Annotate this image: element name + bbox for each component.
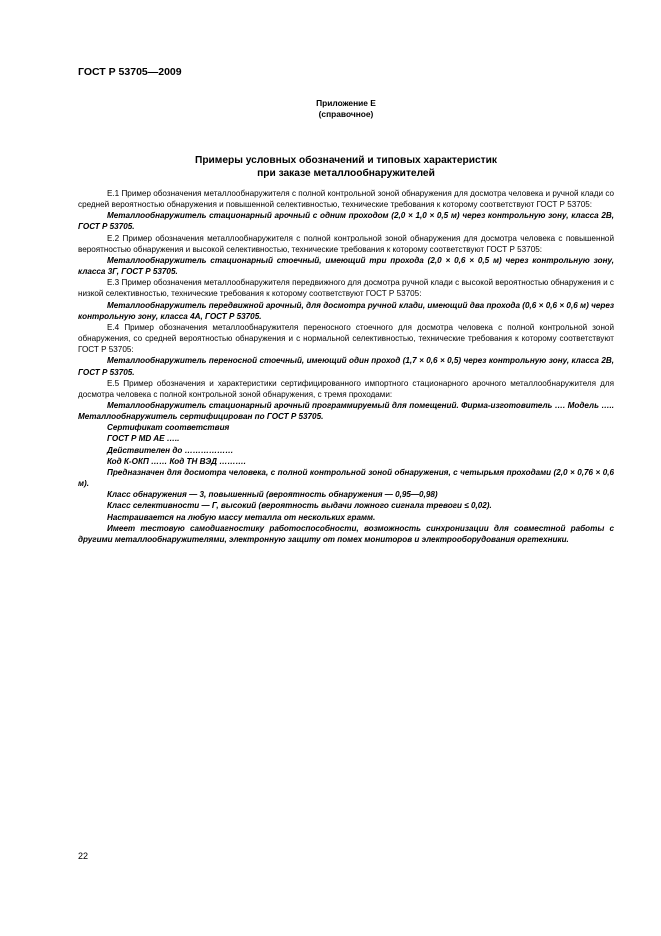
designation-example-paragraph: Металлообнаружитель стационарный стоечный, имеющий три прохода (2,0 × 0,6 × 0,5 м) через контрольную зону, класса 3Г, ГОСТ Р 53705. (78, 255, 614, 277)
designation-example-paragraph: Металлообнаружитель стационарный арочный с одним проходом (2,0 × 1,0 × 0,5 м) через контрольную зону, класса 2В, ГОСТ Р 53705. (78, 211, 614, 232)
designation-example-paragraph: ГОСТ Р MD AE ….. (107, 434, 180, 444)
designation-example-paragraph: Металлообнаружитель стационарный арочный программируемый для помещений. Фирма-изготовитель …. Модель ….. Металлообнаружитель сертифицирован по ГОСТ Р 53705. (78, 400, 614, 422)
body-paragraph: Е.2 Пример обозначения металлообнаружителя с полной контрольной зоной обнаружения для досмотра человека с повышенной вероятностью обнаружения и высокой селективностью, технические требования к которому соответствуют ГОСТ Р 53705: (78, 233, 614, 254)
appendix-label: Приложение Е (316, 98, 376, 108)
designation-example-paragraph: Класс селективности — Г, высокий (вероятность выдачи ложного сигнала тревоги ≤ 0,02). (107, 501, 492, 511)
body-paragraph: Е.5 Пример обозначения и характеристики сертифицированного импортного стационарного арочного металлообнаружителя для досмотра человека с полной контрольной зоной обнаружения, с тремя проходами: (78, 378, 614, 399)
body-paragraph: Е.4 Пример обозначения металлообнаружителя переносного стоечного для досмотра человека с полной контрольной зоной обнаружения, со средней вероятностью обнаружения и с нормальной селективностью, технические требования к которому соответствуют ГОСТ Р 53705: (78, 322, 614, 355)
designation-example-paragraph: Класс обнаружения — 3, повышенный (вероятность обнаружения — 0,95—0,98) (107, 490, 438, 500)
designation-example-paragraph: Металлообнаружитель переносной стоечный, имеющий один проход (1,7 × 0,6 × 0,5) через контрольную зону, класса 2В, ГОСТ Р 53705. (78, 356, 614, 377)
designation-example-paragraph: Металлообнаружитель передвижной арочный, для досмотра ручной клади, имеющий два прохода (0,6 × 0,6 × 0,6 м) через контрольную зону, класса 4А, ГОСТ Р 53705. (78, 300, 614, 321)
designation-example-paragraph: Действителен до ……………… (107, 445, 234, 455)
section-title-line-2: при заказе металлообнаружителей (257, 168, 435, 179)
designation-example-paragraph: Настраивается на любую массу металла от нескольких грамм. (107, 512, 376, 522)
designation-example-paragraph: Код К-ОКП …… Код ТН ВЭД ………. (107, 456, 246, 466)
body-paragraph: Е.3 Пример обозначения металлообнаружителя передвижного для досмотра ручной клади с высокой вероятностью обнаружения и с низкой селективностью, технические требования к которому соответствуют ГОСТ Р 53705: (78, 278, 614, 299)
appendix-type: (справочное) (318, 109, 374, 119)
body-paragraph: Е.1 Пример обозначения металлообнаружителя с полной контрольной зоной обнаружения для досмотра человека и ручной клади со средней вероятностью обнаружения и повышенной селективностью, технические требования к которому соответствуют ГОСТ Р 53705: (78, 189, 614, 210)
document-body (78, 188, 614, 545)
standard-code-header: ГОСТ Р 53705—2009 (78, 66, 182, 78)
designation-example-paragraph: Сертификат соответствия (107, 423, 230, 433)
page-number: 22 (78, 851, 89, 861)
section-title-line-1: Примеры условных обозначений и типовых характеристик (195, 155, 497, 166)
designation-example-paragraph: Имеет тестовую самодиагностику работоспособности, возможность синхронизации для совместной работы с другими металлообнаружителями, электронную защиту от помех мониторов и электрооборудования оргтехники. (78, 523, 614, 544)
designation-example-paragraph: Предназначен для досмотра человека, с полной контрольной зоной обнаружения, с четырьмя проходами (2,0 × 0,76 × 0,6 м). (78, 467, 614, 489)
